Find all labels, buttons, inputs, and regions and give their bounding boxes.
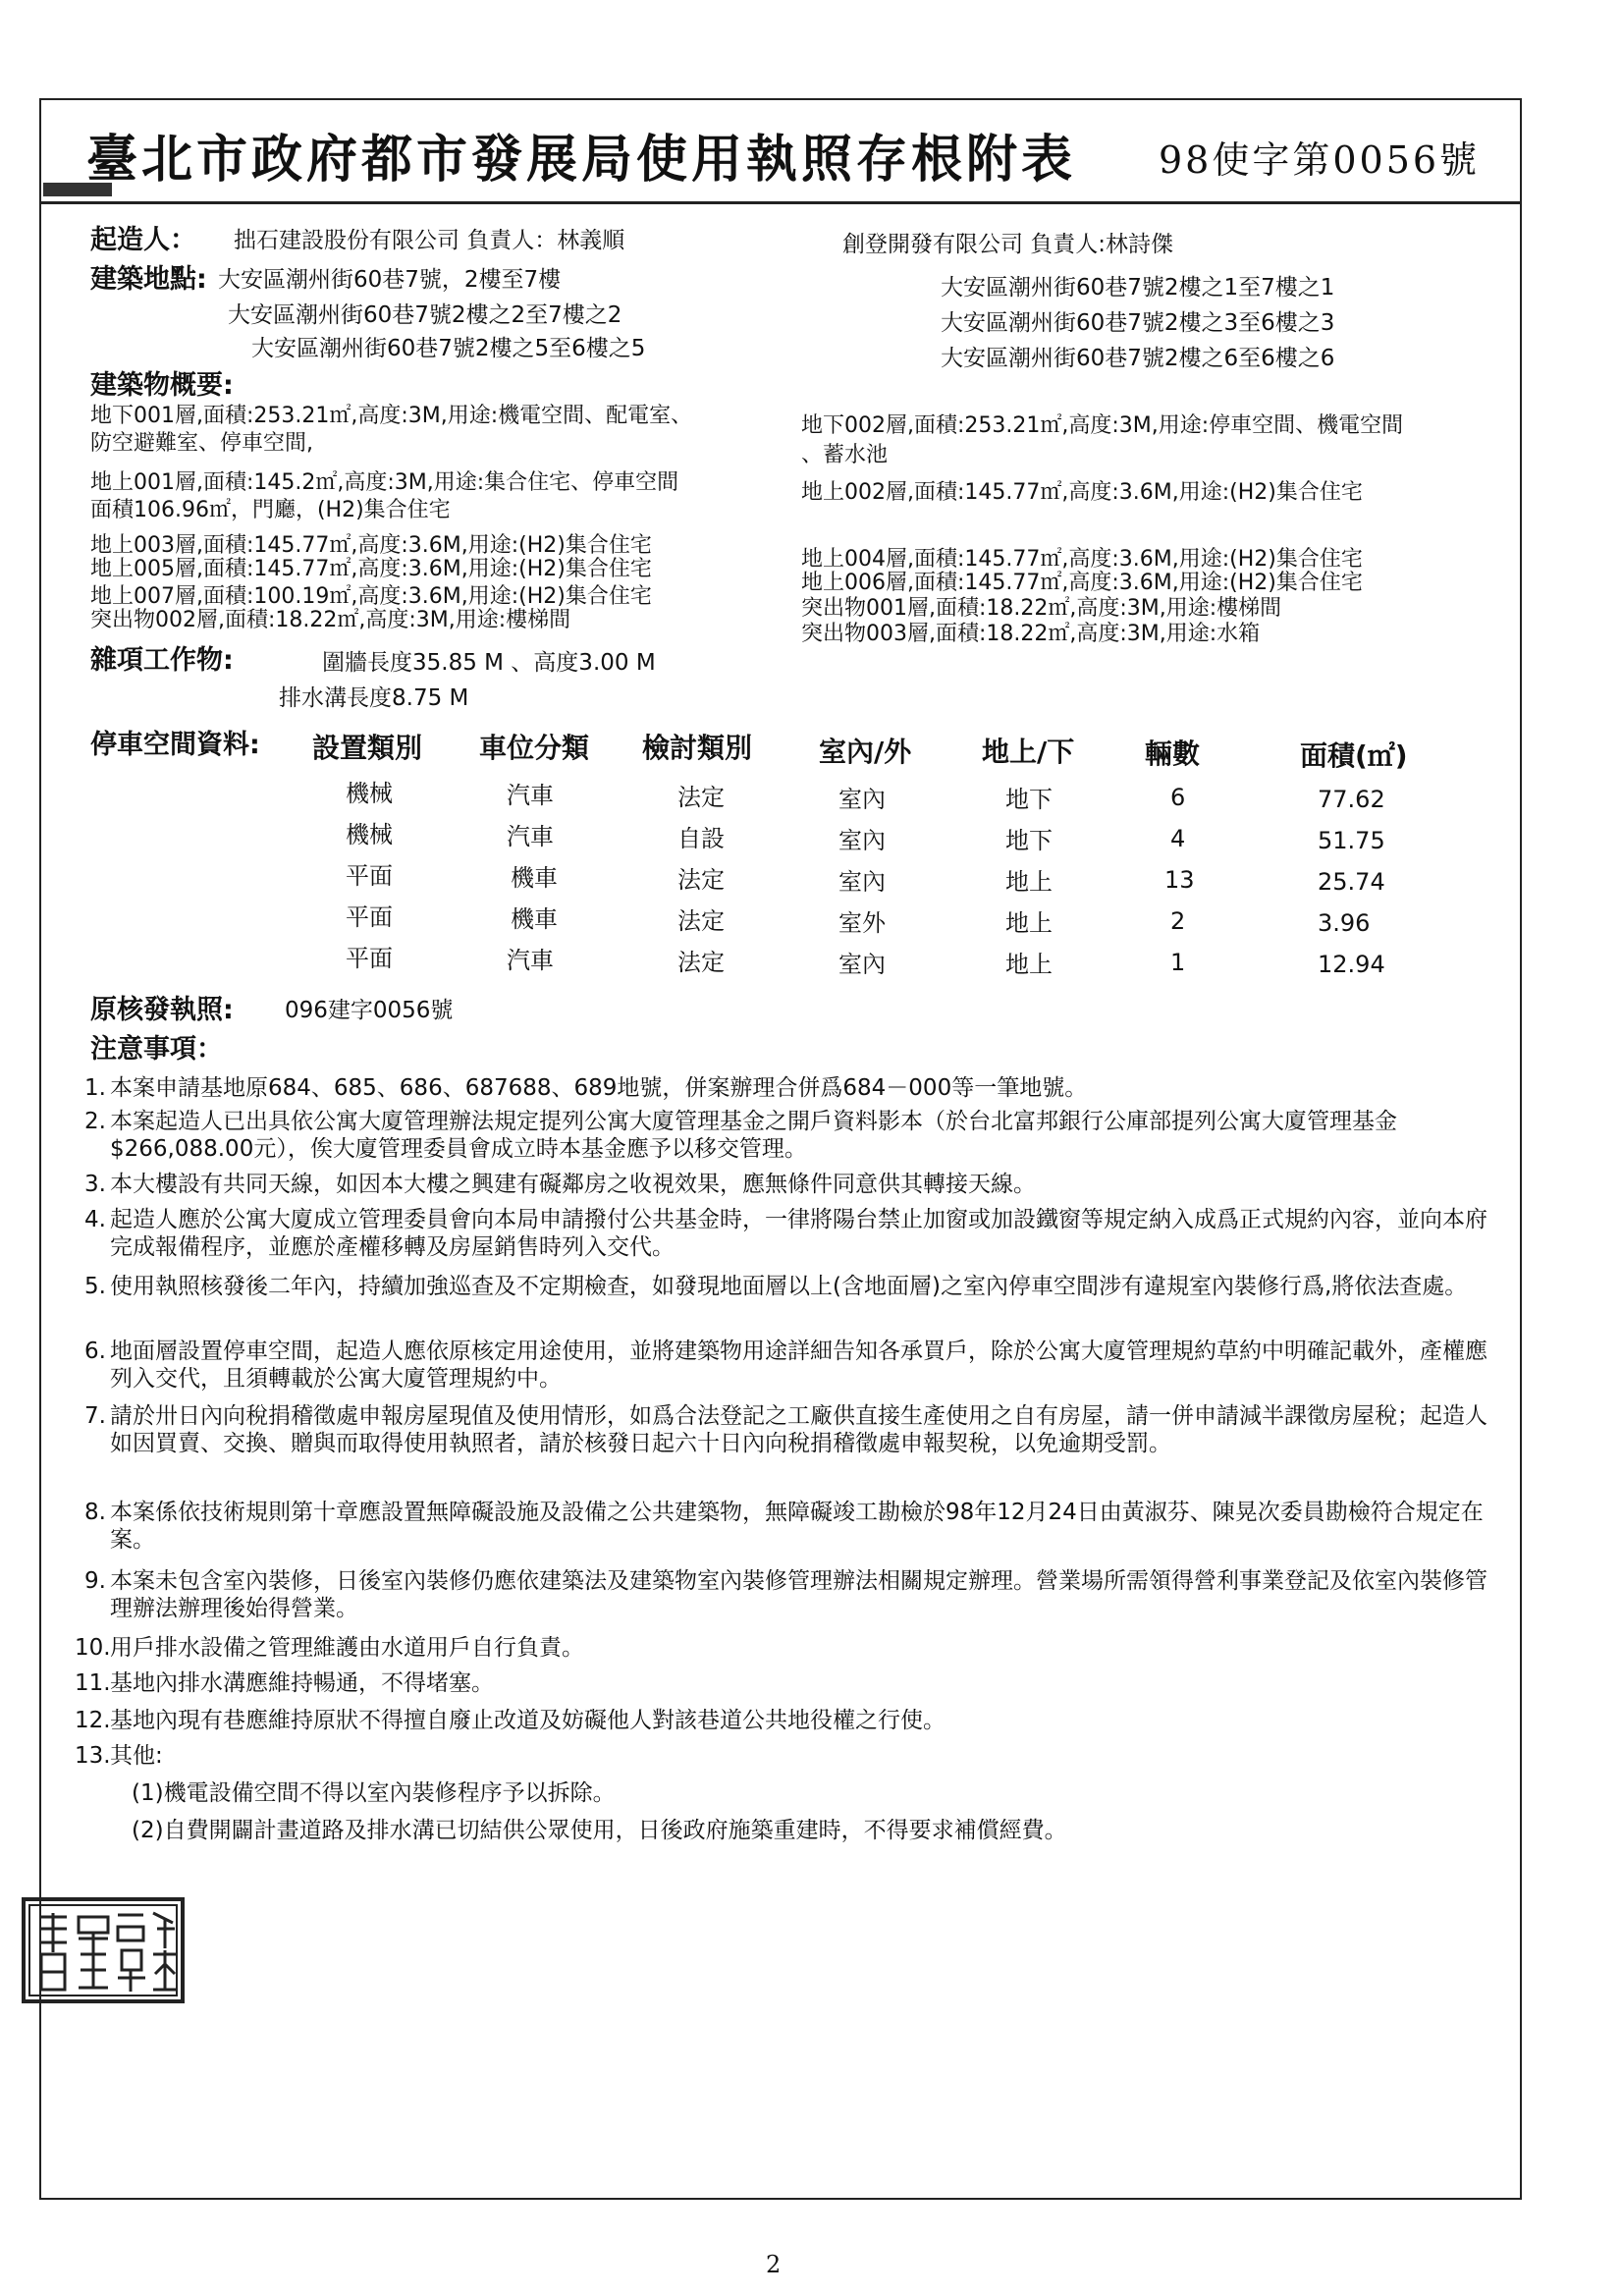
- note-number: 9.: [84, 1568, 106, 1594]
- note-number: 5.: [84, 1274, 106, 1299]
- page-number: 2: [766, 2251, 782, 2278]
- parking-cell: 法定: [677, 907, 725, 935]
- note-number: 12.: [75, 1708, 111, 1733]
- applicant-2: 創登開發有限公司 負責人:林詩傑: [842, 232, 1174, 257]
- parking-cell: 4: [1170, 825, 1186, 852]
- overview-b1b: 防空避難室、停車空間,: [90, 431, 313, 456]
- parking-header-review: 檢討類別: [642, 732, 753, 764]
- overview-p1: 突出物001層,面積:18.22㎡,高度:3M,用途:樓梯間: [801, 596, 1282, 621]
- parking-cell: 汽車: [507, 823, 554, 850]
- parking-cell: 法定: [677, 866, 725, 894]
- parking-cell: 平面: [346, 945, 393, 972]
- note-number: 2.: [84, 1109, 106, 1134]
- note-text: 請於卅日內向稅捐稽徵處申報房屋現值及使用情形，如爲合法登記之工廠供直接生產使用之自有房屋，請一併申請減半課徵房屋稅；起造人如因買賣、交換、贈與而取得使用執照者，請於核發日起六十日內向稅捐稽徵處申報契稅，以免逾期受罰。: [110, 1403, 1487, 1456]
- note-text: 地面層設置停車空間，起造人應依原核定用途使用，並將建築物用途詳細告知各承買戶，除於公寓大廈管理規約草約中明確記載外，產權應列入交代，且須轉載於公寓大廈管理規約中。: [110, 1339, 1487, 1392]
- note-number: 4.: [84, 1207, 106, 1232]
- note-10: [75, 1634, 1504, 1662]
- note-13-sub-1: (1)機電設備空間不得以室內裝修程序予以拆除。: [132, 1780, 616, 1806]
- overview-f4: 地上004層,面積:145.77㎡,高度:3.6M,用途:(H2)集合住宅: [801, 547, 1363, 572]
- overview-label: 建築物概要:: [90, 370, 234, 401]
- note-number: 6.: [84, 1339, 106, 1364]
- parking-cell: 51.75: [1318, 827, 1385, 854]
- parking-cell: 室內: [838, 868, 886, 896]
- note-number: 8.: [84, 1500, 106, 1525]
- document-title: 臺北市政府都市發展局使用執照存根附表: [86, 130, 1077, 190]
- site-line-1: 大安區潮州街60巷7號，2樓至7樓: [218, 267, 562, 293]
- note-number: 7.: [84, 1403, 106, 1429]
- site-line-5: 大安區潮州街60巷7號2樓之3至6樓之3: [941, 310, 1335, 336]
- parking-cell: 汽車: [507, 947, 554, 974]
- parking-cell: 室內: [838, 951, 886, 978]
- note-text: 本大樓設有共同天線，如因本大樓之興建有礙鄰房之收視效果，應無條件同意供其轉接天線。: [110, 1172, 1036, 1197]
- overview-p3: 突出物003層,面積:18.22㎡,高度:3M,用途:水箱: [801, 622, 1261, 646]
- note-number: 11.: [75, 1670, 111, 1696]
- parking-cell: 機械: [346, 780, 393, 807]
- overview-p2: 突出物002層,面積:18.22㎡,高度:3M,用途:樓梯間: [90, 608, 571, 632]
- overview-b2a: 地下002層,面積:253.21㎡,高度:3M,用途:停車空間、機電空間: [801, 413, 1404, 438]
- note-6: [84, 1338, 1504, 1393]
- parking-cell: 3.96: [1318, 909, 1371, 937]
- parking-cell: 地上: [1005, 951, 1053, 978]
- note-text: 本案起造人已出具依公寓大廈管理辦法規定提列公寓大廈管理基金之開戶資料影本（於台北富邦銀行公庫部提列公寓大廈管理基金$266,088.00元），俟大廈管理委員會成立時本基金應予以移交管理。: [110, 1109, 1397, 1162]
- note-4: [84, 1206, 1504, 1261]
- note-text: 本案係依技術規則第十章應設置無障礙設施及設備之公共建築物，無障礙竣工勘檢於98年12月24日由黃淑芬、陳晃次委員勘檢符合規定在案。: [110, 1500, 1484, 1553]
- parking-header-count: 輛數: [1145, 738, 1201, 770]
- parking-cell: 12.94: [1318, 951, 1385, 978]
- parking-cell: 地上: [1005, 868, 1053, 896]
- site-line-6: 大安區潮州街60巷7號2樓之6至6樓之6: [941, 346, 1335, 371]
- note-8: [84, 1499, 1504, 1554]
- note-9: [84, 1567, 1504, 1622]
- note-text: 本案未包含室內裝修，日後室內裝修仍應依建築法及建築物室內裝修管理辦法相關規定辦理。營業場所需領得營利事業登記及依室內裝修管理辦法辦理後始得營業。: [110, 1568, 1487, 1621]
- original-permit-value: 096建字0056號: [285, 998, 454, 1023]
- misc-wall: 圍牆長度35.85 M 、高度3.00 M: [322, 650, 656, 676]
- site-line-4: 大安區潮州街60巷7號2樓之1至7樓之1: [941, 275, 1335, 301]
- parking-cell: 平面: [346, 903, 393, 931]
- misc-label: 雜項工作物:: [90, 645, 234, 676]
- applicant-label: 起造人：: [90, 225, 196, 255]
- note-7: [84, 1402, 1504, 1457]
- note-1: [84, 1074, 1504, 1102]
- applicant-1: 拙石建設股份有限公司 負責人：林義順: [234, 228, 625, 253]
- parking-cell: 機車: [511, 864, 558, 892]
- note-number: 1.: [84, 1075, 106, 1101]
- overview-f5: 地上005層,面積:145.77㎡,高度:3.6M,用途:(H2)集合住宅: [90, 557, 652, 581]
- site-label: 建築地點:: [90, 264, 207, 295]
- overview-f7: 地上007層,面積:100.19㎡,高度:3.6M,用途:(H2)集合住宅: [90, 584, 652, 609]
- parking-header-type: 設置類別: [312, 732, 423, 764]
- parking-cell: 機車: [511, 905, 558, 933]
- original-permit-label: 原核發執照:: [90, 995, 234, 1025]
- note-text: 其他:: [110, 1743, 163, 1769]
- parking-cell: 地下: [1005, 786, 1053, 813]
- note-number: 3.: [84, 1172, 106, 1197]
- parking-cell: 地上: [1005, 909, 1053, 937]
- parking-cell: 室外: [838, 909, 886, 937]
- parking-header-level: 地上/下: [982, 736, 1075, 768]
- note-2: [84, 1108, 1504, 1163]
- note-number: 13.: [75, 1743, 111, 1769]
- parking-cell: 室內: [838, 786, 886, 813]
- parking-cell: 2: [1170, 907, 1186, 935]
- note-11: [75, 1669, 1504, 1697]
- site-line-3: 大安區潮州街60巷7號2樓之5至6樓之5: [251, 336, 646, 361]
- parking-cell: 平面: [346, 862, 393, 890]
- note-text: 起造人應於公寓大廈成立管理委員會向本局申請撥付公共基金時，一律將陽台禁止加窗或加設鐵窗等規定納入成爲正式規約內容，並向本府完成報備程序，並應於產權移轉及房屋銷售時列入交代。: [110, 1207, 1487, 1260]
- overview-b1a: 地下001層,面積:253.21㎡,高度:3M,用途:機電空間、配電室、: [90, 404, 693, 428]
- header-divider: [39, 201, 1522, 204]
- overview-f1b: 面積106.96㎡，門廳，(H2)集合住宅: [90, 498, 451, 522]
- note-number: 10.: [75, 1635, 111, 1661]
- official-seal-icon: [20, 1895, 187, 2005]
- parking-header-inout: 室內/外: [819, 736, 912, 768]
- note-13-sub-2: (2)自費開闢計畫道路及排水溝已切結供公眾使用，日後政府施築重建時，不得要求補償經費。: [132, 1818, 1067, 1843]
- overview-f1a: 地上001層,面積:145.2㎡,高度:3M,用途:集合住宅、停車空間: [90, 470, 679, 495]
- site-line-2: 大安區潮州街60巷7號2樓之2至7樓之2: [228, 302, 622, 328]
- note-5: [84, 1273, 1504, 1300]
- note-text: 本案申請基地原684、685、686、687688、689地號，併案辦理合併爲684－000等一筆地號。: [110, 1075, 1088, 1101]
- parking-cell: 法定: [677, 784, 725, 811]
- parking-cell: 機械: [346, 821, 393, 848]
- document-number: 98使字第0056號: [1159, 138, 1481, 182]
- notes-label: 注意事項：: [90, 1034, 223, 1065]
- misc-ditch: 排水溝長度8.75 M: [279, 685, 469, 711]
- parking-cell: 77.62: [1318, 786, 1385, 813]
- parking-header-class: 車位分類: [479, 732, 590, 764]
- overview-f3: 地上003層,面積:145.77㎡,高度:3.6M,用途:(H2)集合住宅: [90, 533, 652, 558]
- parking-cell: 1: [1170, 949, 1186, 976]
- parking-cell: 自設: [677, 825, 725, 852]
- parking-cell: 13: [1164, 866, 1195, 894]
- note-13: [75, 1742, 1504, 1770]
- parking-cell: 法定: [677, 949, 725, 976]
- overview-f2: 地上002層,面積:145.77㎡,高度:3.6M,用途:(H2)集合住宅: [801, 480, 1363, 505]
- note-text: 基地內現有巷應維持原狀不得擅自廢止改道及妨礙他人對該巷道公共地役權之行使。: [110, 1708, 946, 1733]
- note-text: 用戶排水設備之管理維護由水道用戶自行負責。: [110, 1635, 584, 1661]
- note-3: [84, 1171, 1504, 1198]
- parking-header-area: 面積(㎡): [1300, 739, 1408, 772]
- overview-f6: 地上006層,面積:145.77㎡,高度:3.6M,用途:(H2)集合住宅: [801, 571, 1363, 595]
- note-text: 使用執照核發後二年內，持續加強巡查及不定期檢查，如發現地面層以上(含地面層)之室內停車空間涉有違規室內裝修行爲,將依法查處。: [110, 1274, 1468, 1299]
- parking-cell: 25.74: [1318, 868, 1385, 896]
- parking-cell: 汽車: [507, 782, 554, 809]
- parking-label: 停車空間資料:: [90, 730, 260, 760]
- parking-cell: 室內: [838, 827, 886, 854]
- overview-b2b: 、蓄水池: [801, 443, 889, 467]
- note-text: 基地內排水溝應維持暢通，不得堵塞。: [110, 1670, 494, 1696]
- parking-cell: 地下: [1005, 827, 1053, 854]
- note-12: [75, 1707, 1504, 1734]
- parking-cell: 6: [1170, 784, 1186, 811]
